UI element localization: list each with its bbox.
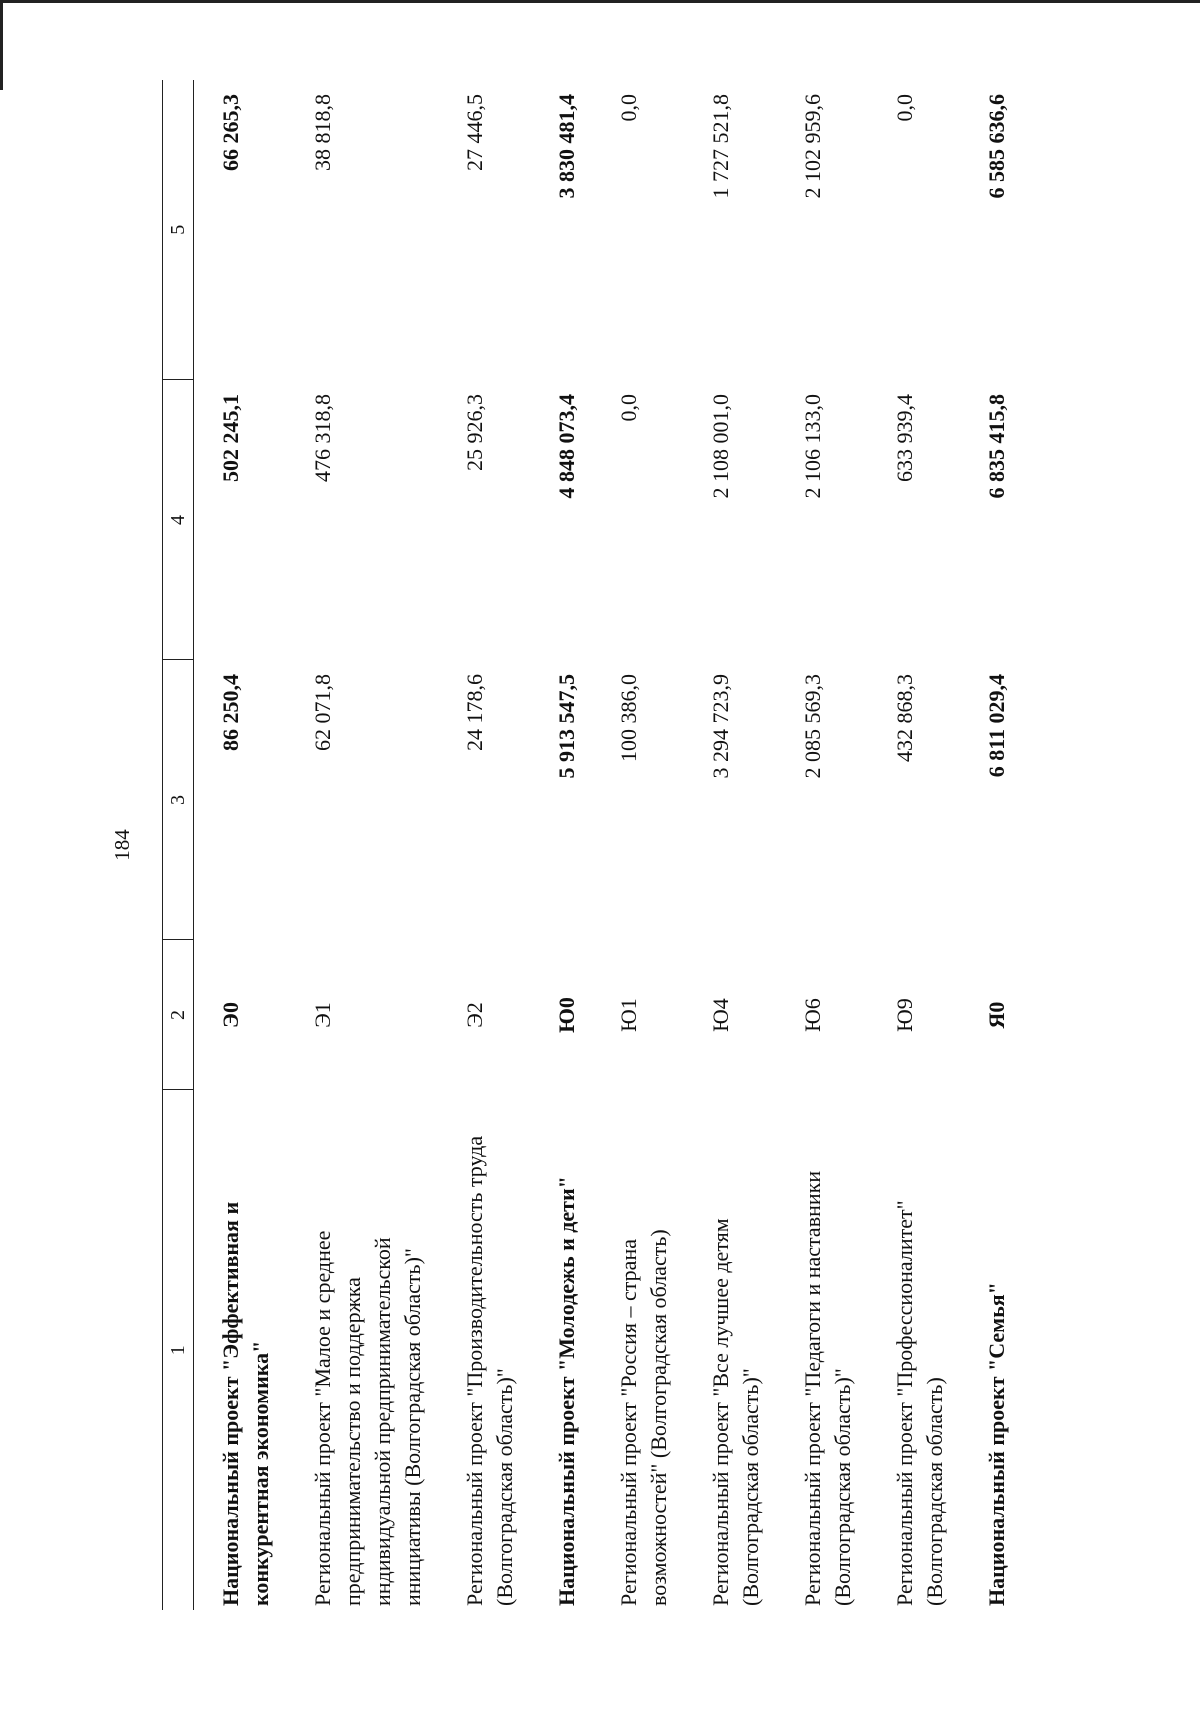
column-header-1: 1	[163, 1090, 194, 1610]
amount-col3-cell: 2 085 569,3	[800, 674, 825, 779]
amount-col5-cell: 2 102 959,6	[800, 94, 825, 199]
amount-col4-cell: 2 108 001,0	[708, 394, 733, 499]
amount-col5-cell: 1 727 521,8	[708, 94, 733, 199]
table-row	[216, 80, 308, 1610]
header-spacer	[194, 80, 217, 1610]
project-name-cell: Региональный проект "Все лучшее детям (Волгоградская область)"	[708, 1218, 763, 1606]
amount-col4-cell: 4 848 073,4	[554, 394, 579, 499]
project-code-cell: Ю9	[892, 998, 917, 1032]
amount-col3-cell: 100 386,0	[616, 674, 641, 762]
table-row	[706, 80, 798, 1610]
project-name-cell: Региональный проект "Россия – страна возможностей" (Волгоградская область)	[616, 1229, 671, 1606]
amount-col3-cell: 24 178,6	[462, 674, 487, 751]
project-name-cell: Региональный проект "Педагоги и наставники (Волгоградская область)"	[800, 1170, 855, 1606]
table-row	[982, 80, 1044, 1610]
project-code-cell: Э1	[310, 1002, 335, 1028]
amount-col4-cell: 25 926,3	[462, 394, 487, 471]
project-code-cell: Э2	[462, 1002, 487, 1028]
table-row	[308, 80, 460, 1610]
amount-col3-cell: 5 913 547,5	[554, 674, 579, 779]
table-row	[614, 80, 706, 1610]
amount-col5-cell: 6 585 636,6	[984, 94, 1009, 199]
project-name-cell: Региональный проект "Производительность труда (Волгоградская область)"	[462, 1135, 517, 1606]
page-number: 184	[110, 829, 134, 861]
amount-col5-cell: 66 265,3	[218, 94, 243, 171]
project-code-cell: Ю1	[616, 998, 641, 1032]
amount-col3-cell: 3 294 723,9	[708, 674, 733, 779]
amount-col5-cell: 27 446,5	[462, 94, 487, 171]
project-name-cell: Национальный проект "Эффективная и конкурентная экономика"	[218, 1201, 273, 1606]
scan-edge-left	[0, 0, 3, 90]
column-header-2: 2	[163, 940, 194, 1090]
amount-col3-cell: 62 071,8	[310, 674, 335, 751]
project-code-cell: Ю0	[554, 997, 579, 1033]
table-row	[552, 80, 614, 1610]
amount-col3-cell: 86 250,4	[218, 674, 243, 751]
table-header-row	[163, 80, 194, 1610]
amount-col4-cell: 6 835 415,8	[984, 394, 1009, 499]
amount-col5-cell: 38 818,8	[310, 94, 335, 171]
project-name-cell: Национальный проект "Молодежь и дети"	[554, 1176, 579, 1606]
scan-edge-top	[0, 0, 1200, 3]
project-code-cell: Ю4	[708, 998, 733, 1032]
amount-col3-cell: 6 811 029,4	[984, 674, 1009, 778]
budget-table	[162, 80, 1044, 1610]
table-row	[460, 80, 552, 1610]
rotated-page	[110, 80, 1010, 1610]
column-header-4: 4	[163, 380, 194, 660]
amount-col5-cell: 0,0	[892, 94, 917, 122]
project-code-cell: Ю6	[800, 998, 825, 1032]
amount-col4-cell: 633 939,4	[892, 394, 917, 482]
column-header-3: 3	[163, 660, 194, 940]
amount-col3-cell: 432 868,3	[892, 674, 917, 762]
table-body	[194, 80, 1045, 1610]
amount-col5-cell: 3 830 481,4	[554, 94, 579, 199]
table-row	[890, 80, 982, 1610]
project-name-cell: Региональный проект "Малое и среднее предпринимательство и поддержка индивидуальной предпринимательской инициативы (Волгоградская область)"	[310, 1230, 425, 1606]
project-name-cell: Региональный проект "Профессионалитет" (Волгоградская область)	[892, 1200, 947, 1606]
project-name-cell: Национальный проект "Семья"	[984, 1282, 1009, 1606]
table-row	[798, 80, 890, 1610]
amount-col5-cell: 0,0	[616, 94, 641, 122]
column-header-5: 5	[163, 80, 194, 380]
project-code-cell: Я0	[984, 1001, 1009, 1029]
amount-col4-cell: 476 318,8	[310, 394, 335, 482]
project-code-cell: Э0	[218, 1002, 243, 1028]
amount-col4-cell: 2 106 133,0	[800, 394, 825, 499]
amount-col4-cell: 502 245,1	[218, 394, 243, 482]
amount-col4-cell: 0,0	[616, 394, 641, 422]
